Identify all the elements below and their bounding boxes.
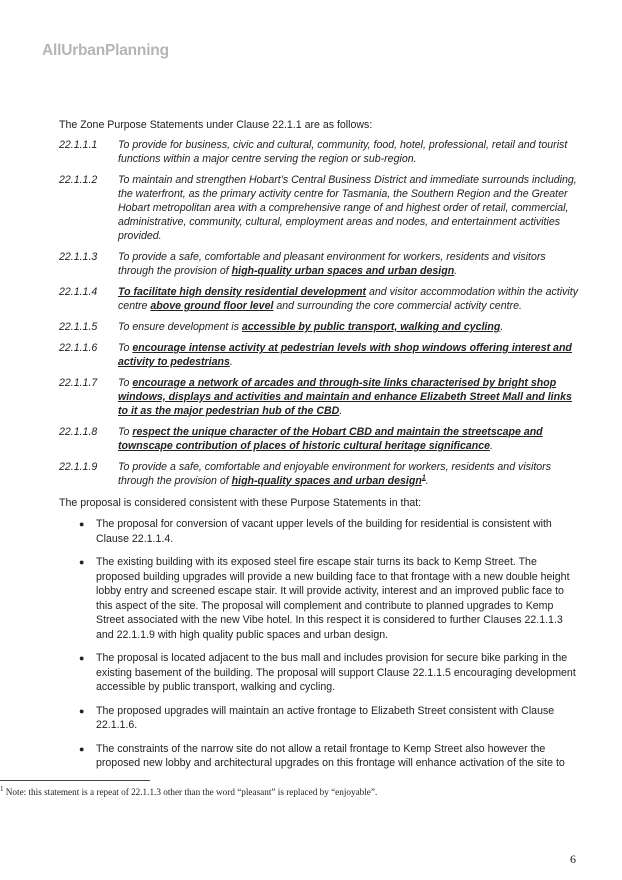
footnote — [0, 784, 378, 797]
clause-text-part: and surrounding the core commercial activity centre. — [273, 300, 522, 312]
clause-item — [59, 376, 579, 418]
list-item — [59, 704, 579, 733]
bullet-text: The constraints of the narrow site do not allow a retail frontage to Kemp Street also however the proposed new lobby and architectural upgrades on this frontage will enhance activation of the site to — [96, 742, 565, 769]
clause-text — [118, 320, 579, 334]
clause-highlight: respect the unique character of the Hobart CBD and maintain the streetscape and townscape contribution of places of historic cultural heritage significance — [118, 426, 543, 452]
clause-text — [118, 173, 579, 243]
clause-text — [118, 341, 579, 369]
bullet-text: The proposal for conversion of vacant upper levels of the building for residential is consistent with Clause 22.1.1.4. — [96, 518, 552, 545]
bullet-text: The proposal is located adjacent to the bus mall and includes provision for secure bike parking in the existing basement of the building. The proposal will support Clause 22.1.1.5 encouraging development accessible by public transport, walking and cycling. — [96, 652, 576, 693]
clause-highlight: high-quality spaces and urban design — [231, 475, 422, 487]
clause-text-part: To provide a safe, comfortable and pleasant environment for workers, residents and visitors through the provision of — [118, 251, 546, 277]
page-number: 6 — [570, 852, 576, 866]
clause-text-part: . — [490, 440, 493, 452]
clause-text-part: To provide for business, civic and cultural, community, food, hotel, professional, retail and tourist functions within a major centre serving the region or sub-region. — [118, 139, 568, 165]
logo: AllUrbanPlanning — [42, 42, 169, 59]
bullet-list — [59, 517, 579, 771]
list-item — [59, 742, 579, 771]
clause-item — [59, 250, 579, 278]
clause-item — [59, 285, 579, 313]
clause-number: 22.1.1.1 — [59, 139, 98, 151]
clause-text — [118, 250, 579, 278]
clause-highlight: To facilitate high density residential development — [118, 286, 367, 298]
clause-text-part: . — [425, 475, 429, 487]
bullet-icon: ● — [79, 557, 85, 567]
clause-number: 22.1.1.7 — [59, 377, 98, 389]
list-item — [59, 651, 579, 695]
clause-text-part: To — [118, 342, 133, 354]
clause-text-part: To maintain and strengthen Hobart’s Central Business District and immediate surrounds including, the waterfront, as the primary activity centre for Tasmania, the Southern Region and the Greater Hobart metropolitan area with a comprehensive range of and highest order of retail, commercial, administrative, community, cultural, employment areas and nodes, and entertainment activities provided. — [118, 174, 577, 242]
clause-text — [118, 425, 579, 453]
clause-text-part: . — [500, 321, 504, 333]
clause-number: 22.1.1.2 — [59, 174, 98, 186]
clause-text — [118, 376, 579, 418]
document-body — [59, 118, 579, 780]
clause-item — [59, 173, 579, 243]
bullet-icon: ● — [79, 705, 85, 716]
bullet-icon: ● — [79, 519, 85, 529]
clause-text-part: To provide a safe, comfortable and enjoyable environment for workers, residents and visitors through the provision of — [118, 461, 551, 487]
clause-item — [59, 341, 579, 369]
intro-text: The Zone Purpose Statements under Clause 22.1.1 are as follows: — [59, 119, 373, 131]
footnote-ref[interactable]: 1 — [421, 474, 426, 482]
clause-highlight: encourage intense activity at pedestrian levels with shop windows offering interest and activity to pedestrians — [118, 342, 572, 368]
bullet-icon: ● — [79, 743, 85, 754]
consistency-intro: The proposal is considered consistent with these Purpose Statements in that: — [59, 497, 422, 509]
clause-number: 22.1.1.3 — [59, 251, 98, 263]
list-item — [59, 517, 579, 546]
clause-item — [59, 320, 579, 334]
clause-highlight: above ground floor level — [150, 300, 274, 312]
clause-text-part: and visitor accommodation within the activity centre — [118, 286, 578, 312]
footnote-divider — [0, 780, 150, 781]
clause-text — [118, 138, 579, 166]
clause-text-part: . — [454, 265, 458, 277]
bullet-icon: ● — [79, 653, 85, 663]
footnote-text: Note: this statement is a repeat of 22.1.1.3 other than the word “pleasant” is replaced by “enjoyable”. — [3, 787, 378, 797]
clause-text-part: To — [118, 377, 133, 389]
clause-highlight: accessible by public transport, walking and cycling — [241, 321, 501, 333]
list-item — [59, 555, 579, 642]
clause-text-part: To ensure development is — [118, 321, 242, 333]
clause-item — [59, 460, 579, 488]
bullet-text: The proposed upgrades will maintain an active frontage to Elizabeth Street consistent with Clause 22.1.1.6. — [96, 704, 555, 731]
footnote-mark: 1 — [0, 784, 4, 793]
clause-item — [59, 138, 579, 166]
clause-highlight: encourage a network of arcades and through-site links characterised by bright shop windows, displays and activities and maintain and enhance Elizabeth Street Mall and links to it as the major pedestrian hub of the CBD — [118, 377, 572, 417]
clause-highlight: high-quality urban spaces and urban design — [231, 265, 455, 277]
clause-number: 22.1.1.9 — [59, 461, 98, 473]
clause-text — [118, 285, 579, 313]
clause-number: 22.1.1.4 — [59, 286, 98, 298]
clause-text-part: . — [339, 405, 343, 417]
clause-text-part: . — [229, 356, 233, 368]
clause-item — [59, 425, 579, 453]
clause-number: 22.1.1.6 — [59, 342, 98, 354]
clause-list — [59, 138, 579, 488]
clause-text — [118, 460, 579, 488]
bullet-text: The existing building with its exposed steel fire escape stair turns its back to Kemp Street. The proposed building upgrades will provide a new building face to that frontage with a new double height lobby entry and screened escape stair. It will provide activity, interest and an improved public face to this aspect of the site. The proposal will complement and contribute to planned upgrades to Kemp Street associated with the new Vibe hotel. In this respect it is considered to further Clauses 22.1.1.3 and 22.1.1.9 with high quality public spaces and urban design. — [96, 556, 570, 641]
clause-text-part: To — [118, 426, 133, 438]
clause-number: 22.1.1.5 — [59, 321, 98, 333]
clause-number: 22.1.1.8 — [59, 426, 98, 438]
